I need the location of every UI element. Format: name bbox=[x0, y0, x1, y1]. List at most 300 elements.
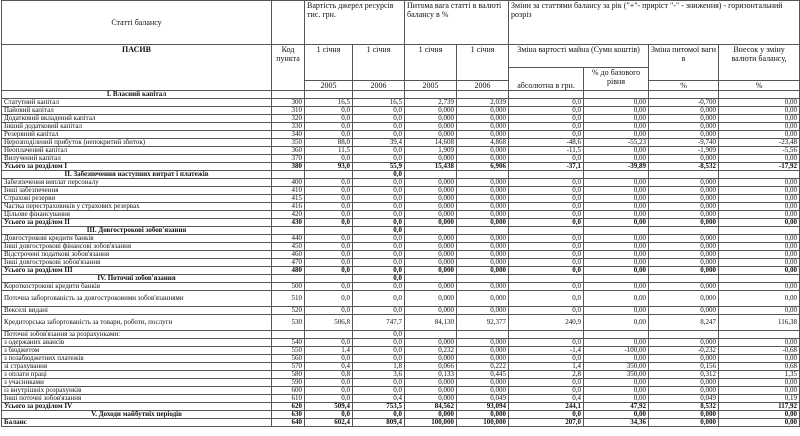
cell-dw: 8,247 bbox=[649, 315, 719, 331]
cell-w1: 0,133 bbox=[405, 371, 457, 379]
cell-code: 510 bbox=[272, 291, 305, 307]
cell-w1: 0,000 bbox=[405, 123, 457, 131]
table-row bbox=[2, 203, 800, 211]
cell-pct: 0,00 bbox=[584, 291, 649, 307]
cell-dw: 0,000 bbox=[649, 283, 719, 291]
cell-name: з оплати праці bbox=[2, 371, 272, 379]
cell-con bbox=[719, 227, 800, 235]
cell-name: з позабюджетних платежів bbox=[2, 355, 272, 363]
cell-code: 530 bbox=[272, 315, 305, 331]
cell-con: 0,00 bbox=[719, 355, 800, 363]
cell-w1: 0,000 bbox=[405, 251, 457, 259]
cell-name: V. Доходи майбутніх періодів bbox=[2, 411, 272, 419]
cell-w2: 0,049 bbox=[457, 395, 509, 403]
cell-pct: 0,00 bbox=[584, 307, 649, 315]
cell-v2: 1,8 bbox=[353, 363, 405, 371]
cell-name: Усього за розділом IV bbox=[2, 403, 272, 411]
cell-name: Поточні зобов'язання за розрахунками: bbox=[2, 331, 272, 339]
cell-pct: -100,00 bbox=[584, 347, 649, 355]
cell-con: 0,00 bbox=[719, 243, 800, 251]
cell-w2: 0,000 bbox=[457, 155, 509, 163]
cell-pct bbox=[584, 227, 649, 235]
cell-dw: 0,000 bbox=[649, 379, 719, 387]
cell-name: Нерозподілений прибуток (непокритий збиток) bbox=[2, 139, 272, 147]
table-row bbox=[2, 211, 800, 219]
cell-con: 0,00 bbox=[719, 251, 800, 259]
cell-v1: 16,5 bbox=[305, 99, 353, 107]
cell-v1: 0,0 bbox=[305, 379, 353, 387]
cell-dw: -8,532 bbox=[649, 163, 719, 171]
cell-w1: 0,000 bbox=[405, 291, 457, 307]
cell-w2 bbox=[457, 275, 509, 283]
cell-dw: 0,000 bbox=[649, 419, 719, 427]
cell-abs: -11,5 bbox=[509, 147, 584, 155]
cell-con bbox=[719, 331, 800, 339]
cell-v1: 0,0 bbox=[305, 187, 353, 195]
cell-abs: 0,0 bbox=[509, 131, 584, 139]
cell-abs: 0,0 bbox=[509, 379, 584, 387]
cell-w2: 0,000 bbox=[457, 107, 509, 115]
cell-dw bbox=[649, 275, 719, 283]
cell-v1: 0,0 bbox=[305, 115, 353, 123]
cell-abs: 0,0 bbox=[509, 211, 584, 219]
cell-dw: -0,700 bbox=[649, 99, 719, 107]
table-row bbox=[2, 139, 800, 147]
cell-v2: 747,7 bbox=[353, 315, 405, 331]
cell-v2: 0,0 bbox=[353, 259, 405, 267]
cell-abs: 0,0 bbox=[509, 179, 584, 187]
header-articles: Статті балансу bbox=[2, 1, 272, 45]
section-row bbox=[2, 91, 800, 99]
cell-abs: 0,0 bbox=[509, 115, 584, 123]
cell-code: 370 bbox=[272, 155, 305, 163]
cell-v2: 3,6 bbox=[353, 371, 405, 379]
cell-w2: 0,000 bbox=[457, 259, 509, 267]
cell-code: 540 bbox=[272, 339, 305, 347]
cell-dw: 0,000 bbox=[649, 211, 719, 219]
cell-abs bbox=[509, 227, 584, 235]
cell-v1 bbox=[305, 171, 353, 179]
cell-pct: 0,00 bbox=[584, 259, 649, 267]
header-date-4: 1 січня bbox=[457, 45, 509, 81]
cell-abs: 0,0 bbox=[509, 411, 584, 419]
cell-pct: 350,00 bbox=[584, 371, 649, 379]
cell-v1: 0,0 bbox=[305, 355, 353, 363]
cell-w1: 0,000 bbox=[405, 307, 457, 315]
cell-pct: 0,00 bbox=[584, 115, 649, 123]
cell-v2: 0,0 bbox=[353, 211, 405, 219]
header-passive: ПАСИВ bbox=[2, 45, 272, 91]
cell-v1: 0,0 bbox=[305, 259, 353, 267]
total-row bbox=[2, 403, 800, 411]
cell-dw: 0,000 bbox=[649, 203, 719, 211]
cell-abs: 244,1 bbox=[509, 403, 584, 411]
header-cost-group: Вартість джерел ресурсів тис. грн. bbox=[305, 1, 405, 45]
cell-con: 0,00 bbox=[719, 339, 800, 347]
cell-name: з одержаних авансів bbox=[2, 339, 272, 347]
cell-pct: 34,36 bbox=[584, 419, 649, 427]
cell-w2: 6,906 bbox=[457, 163, 509, 171]
cell-dw: 0,000 bbox=[649, 267, 719, 275]
cell-con: 0,68 bbox=[719, 363, 800, 371]
cell-dw: 8,532 bbox=[649, 403, 719, 411]
cell-code bbox=[272, 91, 305, 99]
cell-w2: 0,445 bbox=[457, 371, 509, 379]
cell-w1: 0,000 bbox=[405, 219, 457, 227]
cell-w1: 0,000 bbox=[405, 339, 457, 347]
cell-code: 310 bbox=[272, 107, 305, 115]
table-row bbox=[2, 395, 800, 403]
cell-code: 400 bbox=[272, 179, 305, 187]
cell-con: 0,00 bbox=[719, 259, 800, 267]
cell-v2: 0,0 bbox=[353, 171, 405, 179]
cell-dw: 0,000 bbox=[649, 339, 719, 347]
cell-con: 0,00 bbox=[719, 187, 800, 195]
table-row bbox=[2, 371, 800, 379]
cell-w1 bbox=[405, 227, 457, 235]
table-row bbox=[2, 283, 800, 291]
cell-v1: 0,4 bbox=[305, 363, 353, 371]
cell-pct: 0,00 bbox=[584, 395, 649, 403]
table-row bbox=[2, 131, 800, 139]
cell-dw: -0,232 bbox=[649, 347, 719, 355]
cell-pct: 0,00 bbox=[584, 339, 649, 347]
cell-dw: 0,000 bbox=[649, 243, 719, 251]
cell-abs: 0,4 bbox=[509, 395, 584, 403]
cell-v1: 0,0 bbox=[305, 243, 353, 251]
header-date-3: 1 січня bbox=[405, 45, 457, 81]
cell-w2: 2,039 bbox=[457, 99, 509, 107]
cell-v1: 1,4 bbox=[305, 347, 353, 355]
table-row bbox=[2, 99, 800, 107]
header-change-group: Зміни за статтями балансу за рік ("+"- приріст "-" - зниження) - горизонтальний розріз bbox=[509, 1, 800, 45]
table-row bbox=[2, 307, 800, 315]
cell-w2: 0,000 bbox=[457, 147, 509, 155]
cell-con: 0,00 bbox=[719, 155, 800, 163]
cell-name: Відстрочені податкові зобов'язання bbox=[2, 251, 272, 259]
table-row bbox=[2, 107, 800, 115]
total-row bbox=[2, 419, 800, 427]
cell-w1: 100,000 bbox=[405, 419, 457, 427]
cell-con: 0,00 bbox=[719, 419, 800, 427]
cell-w2: 0,000 bbox=[457, 355, 509, 363]
cell-name: Інший додатковий капітал bbox=[2, 123, 272, 131]
cell-w2: 0,000 bbox=[457, 283, 509, 291]
cell-con: 0,00 bbox=[719, 283, 800, 291]
table-row bbox=[2, 291, 800, 307]
cell-name: Усього за розділом I bbox=[2, 163, 272, 171]
table-row bbox=[2, 379, 800, 387]
cell-w2: 92,377 bbox=[457, 315, 509, 331]
balance-table bbox=[1, 0, 800, 427]
cell-w2 bbox=[457, 227, 509, 235]
cell-w1 bbox=[405, 331, 457, 339]
cell-w1: 0,000 bbox=[405, 107, 457, 115]
cell-w1: 84,130 bbox=[405, 315, 457, 331]
cell-w2: 0,000 bbox=[457, 339, 509, 347]
cell-name: Баланс bbox=[2, 419, 272, 427]
cell-v1: 88,0 bbox=[305, 139, 353, 147]
cell-w1: 84,562 bbox=[405, 403, 457, 411]
cell-con: -17,92 bbox=[719, 163, 800, 171]
cell-dw: 0,000 bbox=[649, 155, 719, 163]
cell-v2: 0,0 bbox=[353, 123, 405, 131]
cell-v1: 0,0 bbox=[305, 307, 353, 315]
cell-w1: 15,438 bbox=[405, 163, 457, 171]
cell-w1 bbox=[405, 275, 457, 283]
cell-code: 500 bbox=[272, 283, 305, 291]
cell-name: зі страхування bbox=[2, 363, 272, 371]
cell-w2: 0,000 bbox=[457, 251, 509, 259]
cell-code: 590 bbox=[272, 379, 305, 387]
cell-code: 600 bbox=[272, 387, 305, 395]
cell-v1: 93,0 bbox=[305, 163, 353, 171]
cell-v1: 0,0 bbox=[305, 387, 353, 395]
cell-con: 0,00 bbox=[719, 235, 800, 243]
cell-con bbox=[719, 275, 800, 283]
cell-name: Резервний капітал bbox=[2, 131, 272, 139]
cell-code: 560 bbox=[272, 355, 305, 363]
cell-code: 580 bbox=[272, 371, 305, 379]
cell-abs: 0,0 bbox=[509, 235, 584, 243]
cell-v2: 0,0 bbox=[353, 267, 405, 275]
cell-abs bbox=[509, 331, 584, 339]
cell-w2: 4,868 bbox=[457, 139, 509, 147]
cell-abs: 1,4 bbox=[509, 363, 584, 371]
cell-dw: 0,000 bbox=[649, 355, 719, 363]
cell-dw: 0,000 bbox=[649, 107, 719, 115]
header-abs: абсолютна в грн. bbox=[509, 68, 584, 91]
cell-pct: 0,00 bbox=[584, 155, 649, 163]
cell-name: I. Власний капітал bbox=[2, 91, 272, 99]
cell-con: 0,00 bbox=[719, 219, 800, 227]
cell-code: 480 bbox=[272, 267, 305, 275]
cell-w2: 0,222 bbox=[457, 363, 509, 371]
cell-w2: 0,000 bbox=[457, 115, 509, 123]
cell-name: Векселі видані bbox=[2, 307, 272, 315]
cell-abs: 0,0 bbox=[509, 155, 584, 163]
cell-code: 440 bbox=[272, 235, 305, 243]
cell-w1: 0,000 bbox=[405, 155, 457, 163]
cell-con: 0,00 bbox=[719, 131, 800, 139]
cell-v1: 0,0 bbox=[305, 251, 353, 259]
cell-name: Довгострокові кредити банків bbox=[2, 235, 272, 243]
cell-w2: 0,000 bbox=[457, 203, 509, 211]
cell-con: 116,38 bbox=[719, 315, 800, 331]
cell-con: 0,00 bbox=[719, 267, 800, 275]
cell-w1: 0,000 bbox=[405, 395, 457, 403]
cell-w1: 0,000 bbox=[405, 179, 457, 187]
cell-v1 bbox=[305, 331, 353, 339]
cell-dw: 0,000 bbox=[649, 131, 719, 139]
cell-v2: 55,9 bbox=[353, 163, 405, 171]
cell-abs: 240,9 bbox=[509, 315, 584, 331]
cell-v2: 0,0 bbox=[353, 291, 405, 307]
cell-pct: 0,00 bbox=[584, 267, 649, 275]
cell-con: 0,00 bbox=[719, 179, 800, 187]
cell-code: 320 bbox=[272, 115, 305, 123]
cell-v2: 0,0 bbox=[353, 115, 405, 123]
cell-pct: 0,00 bbox=[584, 379, 649, 387]
cell-w2: 0,000 bbox=[457, 347, 509, 355]
cell-w1: 0,000 bbox=[405, 411, 457, 419]
header-cost-change: Зміна вартості майна (Суми коштів) bbox=[509, 45, 649, 68]
header-contribution: Внесок у зміну валюти балансу, bbox=[719, 45, 800, 81]
cell-abs: 0,0 bbox=[509, 187, 584, 195]
cell-v1: 11,5 bbox=[305, 147, 353, 155]
cell-w1: 0,000 bbox=[405, 195, 457, 203]
cell-pct: 0,00 bbox=[584, 179, 649, 187]
header-year-2005a: 2005 bbox=[305, 81, 353, 91]
cell-name: Усього за розділом II bbox=[2, 219, 272, 227]
cell-v2: 0,0 bbox=[353, 155, 405, 163]
table-row bbox=[2, 251, 800, 259]
cell-name: Додатковий вкладений капітал bbox=[2, 115, 272, 123]
cell-pct: 0,00 bbox=[584, 411, 649, 419]
cell-code: 520 bbox=[272, 307, 305, 315]
cell-w2: 0,000 bbox=[457, 211, 509, 219]
total-row bbox=[2, 219, 800, 227]
cell-code: 620 bbox=[272, 403, 305, 411]
cell-v1 bbox=[305, 227, 353, 235]
cell-code: 415 bbox=[272, 195, 305, 203]
cell-code bbox=[272, 331, 305, 339]
table-row bbox=[2, 363, 800, 371]
cell-pct: 0,00 bbox=[584, 235, 649, 243]
cell-con: 0,00 bbox=[719, 203, 800, 211]
table-row bbox=[2, 187, 800, 195]
cell-v2: 0,0 bbox=[353, 187, 405, 195]
cell-w2: 0,000 bbox=[457, 307, 509, 315]
header-share-change: Зміна питомої ваги в bbox=[649, 45, 719, 81]
cell-w2: 0,000 bbox=[457, 219, 509, 227]
cell-abs: 0,0 bbox=[509, 283, 584, 291]
cell-v2: 0,0 bbox=[353, 235, 405, 243]
cell-w2: 0,000 bbox=[457, 267, 509, 275]
cell-pct bbox=[584, 171, 649, 179]
cell-v1: 0,0 bbox=[305, 267, 353, 275]
cell-con: 0,00 bbox=[719, 307, 800, 315]
cell-w2: 100,000 bbox=[457, 419, 509, 427]
table-row bbox=[2, 243, 800, 251]
cell-pct bbox=[584, 275, 649, 283]
header-date-2: 1 січня bbox=[353, 45, 405, 81]
cell-v1: 0,0 bbox=[305, 219, 353, 227]
cell-abs: 0,0 bbox=[509, 291, 584, 307]
cell-v2: 0,0 bbox=[353, 411, 405, 419]
cell-pct: 0,00 bbox=[584, 107, 649, 115]
table-row bbox=[2, 179, 800, 187]
cell-pct: -55,23 bbox=[584, 139, 649, 147]
cell-code bbox=[272, 275, 305, 283]
cell-abs: 207,0 bbox=[509, 419, 584, 427]
section-row bbox=[2, 275, 800, 283]
cell-v2: 0,0 bbox=[353, 243, 405, 251]
cell-v2: 0,0 bbox=[353, 331, 405, 339]
cell-con: 0,00 bbox=[719, 99, 800, 107]
cell-name: Статутний капітал bbox=[2, 99, 272, 107]
cell-w1: 0,000 bbox=[405, 243, 457, 251]
cell-v1: 509,4 bbox=[305, 403, 353, 411]
cell-abs: 0,0 bbox=[509, 243, 584, 251]
cell-con: 0,00 bbox=[719, 115, 800, 123]
cell-w1: 0,000 bbox=[405, 115, 457, 123]
cell-w1: 0,000 bbox=[405, 131, 457, 139]
cell-con: 0,00 bbox=[719, 379, 800, 387]
cell-dw: 0,000 bbox=[649, 235, 719, 243]
cell-v2: 0,0 bbox=[353, 203, 405, 211]
cell-name: Пайовий капітал bbox=[2, 107, 272, 115]
cell-w2: 0,000 bbox=[457, 187, 509, 195]
cell-v1: 0,0 bbox=[305, 179, 353, 187]
cell-pct: 0,00 bbox=[584, 355, 649, 363]
cell-dw: -9,740 bbox=[649, 139, 719, 147]
cell-w1: 0,066 bbox=[405, 363, 457, 371]
header-year-2006a: 2006 bbox=[353, 81, 405, 91]
cell-v1: 0,0 bbox=[305, 339, 353, 347]
cell-pct: 350,00 bbox=[584, 363, 649, 371]
cell-v2: 0,0 bbox=[353, 387, 405, 395]
cell-w2: 0,000 bbox=[457, 291, 509, 307]
cell-con: 0,00 bbox=[719, 195, 800, 203]
cell-dw bbox=[649, 331, 719, 339]
cell-v2: 0,0 bbox=[353, 227, 405, 235]
header-year-2005b: 2005 bbox=[405, 81, 457, 91]
cell-abs: 0,0 bbox=[509, 195, 584, 203]
cell-con: 0,00 bbox=[719, 211, 800, 219]
table-row bbox=[2, 339, 800, 347]
cell-dw: 0,000 bbox=[649, 195, 719, 203]
cell-pct: 0,00 bbox=[584, 219, 649, 227]
cell-pct: 0,00 bbox=[584, 315, 649, 331]
cell-dw: 0,000 bbox=[649, 123, 719, 131]
cell-v1: 0,0 bbox=[305, 107, 353, 115]
cell-w2: 93,094 bbox=[457, 403, 509, 411]
header-year-2006b: 2006 bbox=[457, 81, 509, 91]
cell-pct: 0,00 bbox=[584, 195, 649, 203]
cell-name: Вилучений капітал bbox=[2, 155, 272, 163]
cell-con bbox=[719, 171, 800, 179]
cell-v2: 0,0 bbox=[353, 251, 405, 259]
cell-code: 450 bbox=[272, 243, 305, 251]
cell-code bbox=[272, 171, 305, 179]
cell-abs bbox=[509, 91, 584, 99]
cell-name: Короткострокові кредити банків bbox=[2, 283, 272, 291]
table-row bbox=[2, 259, 800, 267]
cell-name: з бюджетом bbox=[2, 347, 272, 355]
cell-dw: 0,000 bbox=[649, 179, 719, 187]
cell-v2: 0,0 bbox=[353, 275, 405, 283]
cell-abs: -48,6 bbox=[509, 139, 584, 147]
cell-code: 330 bbox=[272, 123, 305, 131]
table-row bbox=[2, 347, 800, 355]
cell-v2: 0,0 bbox=[353, 131, 405, 139]
cell-name: IV. Поточні зобов'язання bbox=[2, 275, 272, 283]
cell-pct: 0,00 bbox=[584, 387, 649, 395]
cell-v1: 0,0 bbox=[305, 235, 353, 243]
cell-v2: 0,0 bbox=[353, 355, 405, 363]
cell-w1: 0,000 bbox=[405, 387, 457, 395]
table-row bbox=[2, 315, 800, 331]
header-code: Код пункта bbox=[272, 45, 305, 91]
cell-w1: 0,000 bbox=[405, 203, 457, 211]
cell-v1: 0,0 bbox=[305, 203, 353, 211]
cell-code: 640 bbox=[272, 419, 305, 427]
header-date-1: 1 січня bbox=[305, 45, 353, 81]
cell-dw bbox=[649, 171, 719, 179]
cell-dw bbox=[649, 227, 719, 235]
cell-v2: 753,5 bbox=[353, 403, 405, 411]
